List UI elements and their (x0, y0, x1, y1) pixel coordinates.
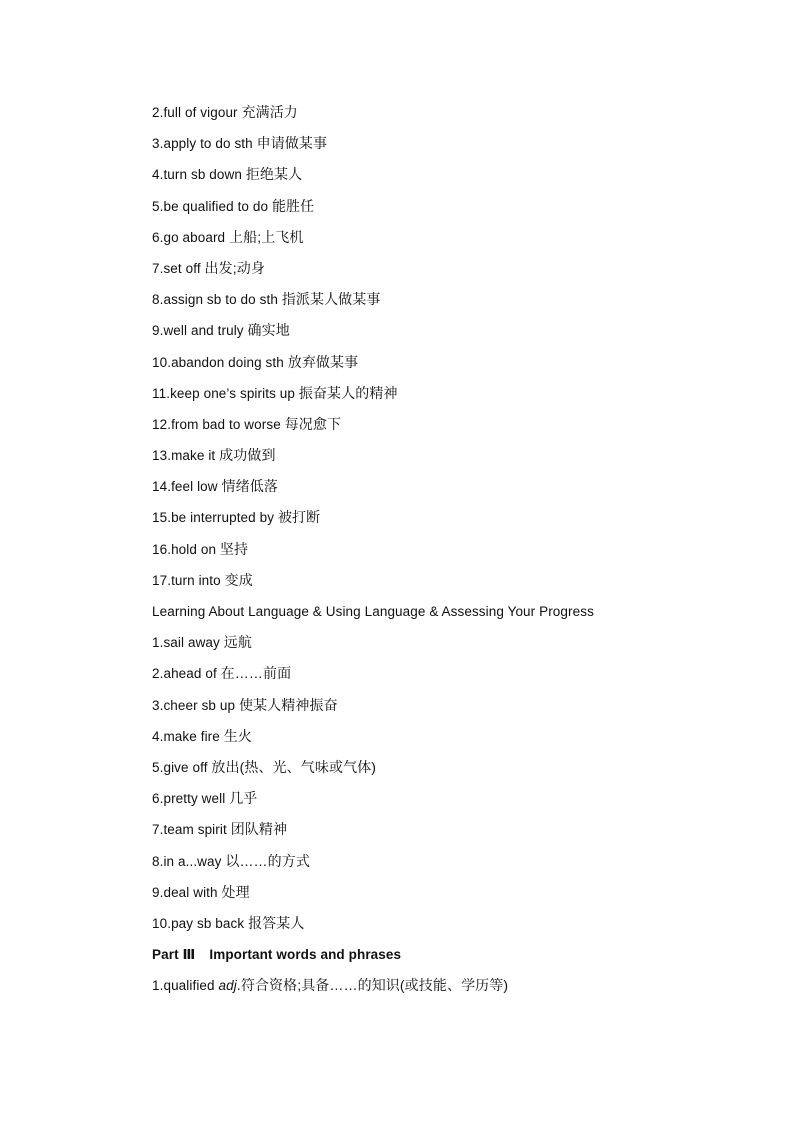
phrase-english: 5.give off (152, 759, 212, 775)
phrase-chinese: 远航 (223, 634, 252, 651)
phrase-item (152, 662, 752, 693)
phrase-chinese: 坚持 (219, 540, 249, 557)
phrase-english: 11.keep one’s spirits up (152, 385, 299, 401)
phrase-item (152, 787, 752, 818)
phrase-chinese: 以……的方式 (225, 852, 310, 869)
phrase-english: 15.be interrupted by (152, 510, 278, 526)
phrase-item (152, 195, 752, 226)
phrase-english: 10.pay sb back (152, 915, 249, 931)
phrase-english: 16.hold on (152, 541, 220, 557)
phrase-chinese: 指派某人做某事 (281, 291, 381, 308)
phrase-chinese: 被打断 (277, 509, 321, 526)
part-title: Important words and phrases (209, 947, 402, 963)
vocabulary-list (152, 101, 752, 1005)
phrase-item (152, 881, 752, 912)
phrase-chinese: 团队精神 (230, 821, 288, 838)
phrase-chinese: 报答某人 (248, 914, 305, 931)
section-heading (152, 600, 752, 631)
phrase-chinese: 确实地 (247, 322, 290, 339)
phrase-item (152, 475, 752, 506)
word-entry (152, 974, 752, 1005)
phrase-item (152, 912, 752, 943)
phrase-chinese: 上船;上飞机 (229, 228, 304, 245)
phrase-english: 5.be qualified to do (152, 198, 272, 214)
phrase-item (152, 163, 752, 194)
word-english: 1.qualified (152, 978, 219, 994)
phrase-item (152, 818, 752, 849)
phrase-english: 8.in a...way (152, 853, 226, 869)
phrase-item (152, 506, 752, 537)
phrase-item (152, 351, 752, 382)
phrase-english: 10.abandon doing sth (152, 354, 288, 370)
phrase-english: 9.well and truly (152, 323, 248, 339)
phrase-chinese: 成功做到 (219, 447, 276, 464)
part-heading (152, 943, 752, 974)
phrase-item (152, 538, 752, 569)
phrase-item (152, 101, 752, 132)
phrase-chinese: 能胜任 (271, 197, 315, 214)
phrase-chinese: 拒绝某人 (245, 166, 303, 183)
phrase-english: 3.cheer sb up (152, 697, 239, 713)
phrase-item (152, 132, 752, 163)
phrase-item (152, 569, 752, 600)
phrase-english: 4.turn sb down (152, 167, 246, 183)
phrase-item (152, 756, 752, 787)
phrase-chinese: 充满活力 (241, 104, 298, 120)
phrase-english: 2.full of vigour (152, 105, 242, 120)
phrase-item (152, 257, 752, 288)
part-of-speech: adj (218, 978, 237, 994)
phrase-item (152, 413, 752, 444)
phrase-item (152, 725, 752, 756)
phrase-chinese: 放出(热、光、气味或气体) (211, 758, 377, 775)
phrase-chinese: 在……前面 (220, 665, 292, 682)
phrase-english: 14.feel low (152, 479, 222, 495)
phrase-english: 3.apply to do sth (152, 136, 257, 152)
phrase-english: 12.from bad to worse (152, 416, 285, 432)
phrase-english: 7.team spirit (152, 822, 231, 838)
phrase-chinese: 申请做某事 (256, 135, 328, 152)
phrase-chinese: 变成 (224, 571, 253, 588)
phrase-english: 8.assign sb to do sth (152, 292, 282, 308)
phrase-item (152, 319, 752, 350)
phrase-item (152, 382, 752, 413)
phrase-item (152, 444, 752, 475)
phrase-item (152, 631, 752, 662)
phrase-item (152, 288, 752, 319)
phrase-chinese: 出发;动身 (204, 259, 265, 276)
phrase-item (152, 226, 752, 257)
phrase-english: 2.ahead of (152, 666, 221, 682)
phrase-chinese: 使某人精神振奋 (238, 696, 338, 713)
phrase-chinese: 振奋某人的精神 (298, 384, 398, 401)
phrase-chinese: 放弃做某事 (287, 353, 359, 370)
phrase-english: 17.turn into (152, 572, 225, 588)
section-heading-text: Learning About Language & Using Language & Assessing Your Progress (152, 604, 594, 619)
phrase-english: 1.sail away (152, 635, 224, 651)
phrase-english: 13.make it (152, 448, 220, 464)
phrase-chinese: 每况愈下 (284, 415, 342, 432)
phrase-chinese: 几乎 (229, 790, 258, 807)
phrase-item (152, 850, 752, 881)
phrase-item (152, 694, 752, 725)
phrase-english: 7.set off (152, 260, 205, 276)
phrase-english: 9.deal with (152, 884, 222, 900)
word-definition: .符合资格;具备……的知识(或技能、学历等) (236, 977, 509, 994)
phrase-chinese: 生火 (223, 727, 252, 744)
part-label: Part Ⅲ (152, 947, 196, 963)
phrase-chinese: 处理 (221, 883, 250, 900)
phrase-chinese: 情绪低落 (221, 478, 278, 495)
phrase-english: 4.make fire (152, 728, 224, 744)
phrase-english: 6.pretty well (152, 791, 230, 807)
phrase-english: 6.go aboard (152, 229, 230, 245)
